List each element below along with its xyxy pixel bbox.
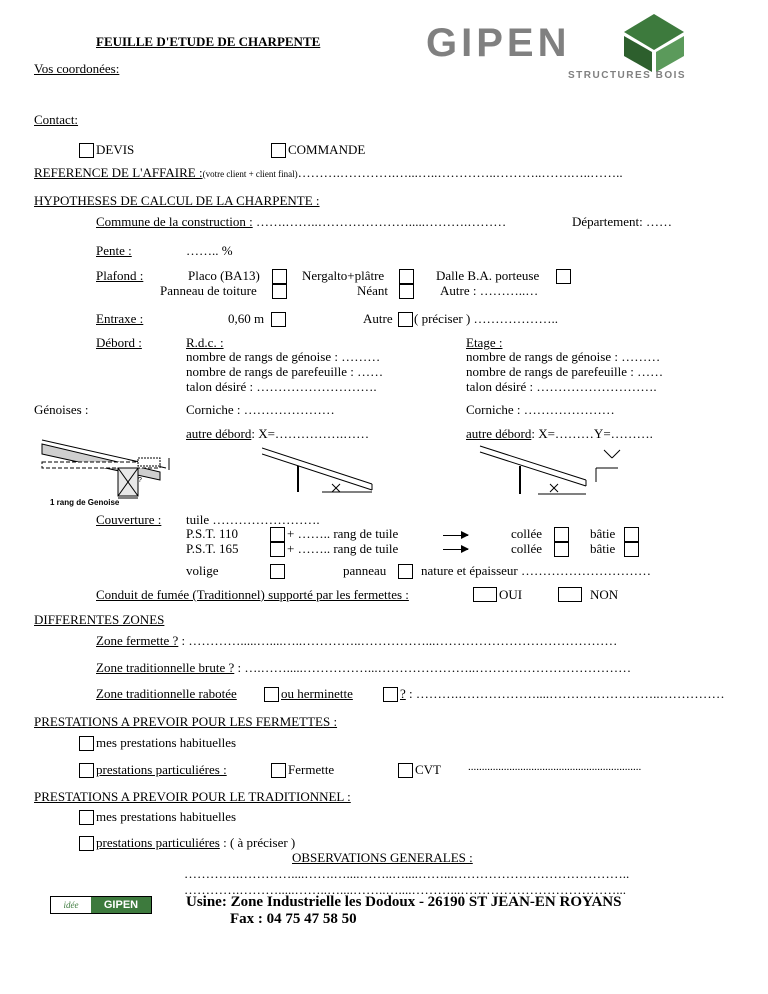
etage-corniche-field[interactable]: Corniche : ………………… xyxy=(466,402,615,417)
zone-rabotee-label: Zone traditionnelle rabotée xyxy=(96,686,237,701)
reference-row xyxy=(34,165,623,181)
rdc-talon-field[interactable]: talon désiré : ………………………. xyxy=(186,379,377,394)
observations-title: OBSERVATIONS GENERALES : xyxy=(292,850,473,865)
fax-number: Fax : 04 75 47 58 50 xyxy=(230,911,357,927)
plafond-autre-field[interactable]: Autre : ………..… xyxy=(440,283,539,298)
entraxe-060-label: 0,60 m xyxy=(228,311,265,326)
commune-field[interactable]: …….……..………………….....……….……… xyxy=(255,214,507,229)
logo-wordmark: GIPEN xyxy=(426,21,571,65)
etage-title: Etage : xyxy=(466,335,503,350)
fermettes-particulieres-label: prestations particuliéres : xyxy=(96,762,227,777)
entraxe-autre-label: Autre xyxy=(363,311,393,326)
panneau-toiture-label: Panneau de toiture xyxy=(160,283,257,298)
arrow-right-icon xyxy=(443,535,468,536)
neant-label: Néant xyxy=(357,283,389,298)
genoises-label: Génoises : xyxy=(34,402,89,417)
gipen-logo xyxy=(422,8,698,86)
reference-label: REFERENCE DE L'AFFAIRE : xyxy=(34,165,203,180)
trad-habituelles-label: mes prestations habituelles xyxy=(96,809,237,824)
zone-fermette-field[interactable]: : ………….....…....…..…………..……………...…………………………………… xyxy=(181,633,618,648)
plafond-label: Plafond : xyxy=(96,268,144,283)
batie-label-1: bâtie xyxy=(590,526,616,541)
nature-epaisseur-field[interactable]: nature et épaisseur ………………………… xyxy=(421,563,651,578)
gipen-logo-graphic xyxy=(422,8,698,86)
trad-particulieres-row xyxy=(96,835,295,851)
commande-checkbox[interactable] xyxy=(271,143,286,158)
logo-subtitle: STRUCTURES BOIS xyxy=(568,70,687,81)
pst165-checkbox[interactable] xyxy=(270,542,285,557)
departement-field[interactable]: Département: …… xyxy=(572,214,672,229)
prestations-trad-title: PRESTATIONS A PREVOIR POUR LE TRADITIONNEL : xyxy=(34,789,351,804)
fermette-label: Fermette xyxy=(288,762,335,777)
panneau-toiture-checkbox[interactable] xyxy=(272,284,287,299)
zone-fermette-row xyxy=(96,633,617,649)
debord-label: Débord : xyxy=(96,335,142,350)
trad-habituelles-checkbox[interactable] xyxy=(79,810,94,825)
footer-logo-badge xyxy=(50,896,152,914)
rdc-corniche-field[interactable]: Corniche : ………………… xyxy=(186,402,335,417)
pst110-checkbox[interactable] xyxy=(270,527,285,542)
volige-checkbox[interactable] xyxy=(270,564,285,579)
collee-label-2: collée xyxy=(511,541,543,556)
genoise-diagram xyxy=(40,434,180,512)
conduit-oui-label: OUI xyxy=(499,587,523,602)
zone-rabotee-field[interactable]: : ……….………………....……………………..…………… xyxy=(409,686,725,701)
commande-label: COMMANDE xyxy=(288,142,366,157)
panneau-checkbox[interactable] xyxy=(398,564,413,579)
hypotheses-title: HYPOTHESES DE CALCUL DE LA CHARPENTE : xyxy=(34,193,320,208)
dalle-label: Dalle B.A. porteuse xyxy=(436,268,540,283)
batie-checkbox-1[interactable] xyxy=(624,527,639,542)
etage-autre-debord-label: autre débord xyxy=(466,426,532,441)
pst165-rang-field[interactable]: + …….. rang de tuile xyxy=(287,541,399,556)
fermettes-particulieres-checkbox[interactable] xyxy=(79,763,94,778)
zone-brute-row xyxy=(96,660,631,676)
nergalto-checkbox[interactable] xyxy=(399,269,414,284)
panneau-label: panneau xyxy=(343,563,387,578)
observations-line-1[interactable]: ………….…………....…….…....……..…....……...………………………………….. xyxy=(184,866,630,881)
zones-title: DIFFERENTES ZONES xyxy=(34,612,165,627)
entraxe-060-checkbox[interactable] xyxy=(271,312,286,327)
rdc-title: R.d.c. : xyxy=(186,335,224,350)
etage-debord-diagram xyxy=(478,444,638,500)
pente-label: Pente : xyxy=(96,243,132,258)
entraxe-autre-checkbox[interactable] xyxy=(398,312,413,327)
conduit-non-checkbox[interactable] xyxy=(558,587,582,602)
placo-label: Placo (BA13) xyxy=(188,268,260,283)
fermettes-habituelles-checkbox[interactable] xyxy=(79,736,94,751)
etage-genoise-field[interactable]: nombre de rangs de génoise : ……… xyxy=(466,349,661,364)
etage-talon-field[interactable]: talon désiré : ………………………. xyxy=(466,379,657,394)
reference-sub: (votre client + client final) xyxy=(202,169,298,179)
commune-label: Commune de la construction : xyxy=(96,214,253,229)
collee-checkbox-1[interactable] xyxy=(554,527,569,542)
zone-rabotee-checkbox[interactable] xyxy=(264,687,279,702)
batie-label-2: bâtie xyxy=(590,541,616,556)
devis-checkbox[interactable] xyxy=(79,143,94,158)
tuile-field[interactable]: tuile ……………………. xyxy=(186,512,320,527)
entraxe-preciser-field[interactable]: ( préciser ) ……………….. xyxy=(414,311,559,326)
reference-dots[interactable]: ……….………….…...…..…………..………..…….…..…….. xyxy=(297,165,623,180)
etage-parefeuille-field[interactable]: nombre de rangs de parefeuille : …… xyxy=(466,364,664,379)
herminette-label: ou herminette xyxy=(281,686,353,701)
zone-brute-label: Zone traditionnelle brute ? xyxy=(96,660,235,675)
footer-badge-left: idée xyxy=(51,897,91,913)
etage-autre-debord-row xyxy=(466,426,653,442)
cvt-checkbox[interactable] xyxy=(398,763,413,778)
rdc-autre-debord-field[interactable]: : X=…………….…… xyxy=(251,426,370,441)
devis-label: DEVIS xyxy=(96,142,135,157)
collee-label-1: collée xyxy=(511,526,543,541)
zone-brute-field[interactable]: : ….…….....……………...…………………..……………………………… xyxy=(237,660,632,675)
placo-checkbox[interactable] xyxy=(272,269,287,284)
zone-rabotee-question: ? xyxy=(400,686,406,701)
zone-rabotee-detail xyxy=(400,686,725,702)
conduit-oui-checkbox[interactable] xyxy=(473,587,497,602)
zone-fermette-label: Zone fermette ? xyxy=(96,633,179,648)
conduit-non-label: NON xyxy=(590,587,619,602)
pst165-label: P.S.T. 165 xyxy=(186,541,239,556)
arrow-right-icon xyxy=(443,549,468,550)
dalle-checkbox[interactable] xyxy=(556,269,571,284)
contact-label: Contact: xyxy=(34,112,79,127)
rdc-debord-diagram xyxy=(262,446,380,502)
form-title: FEUILLE D'ETUDE DE CHARPENTE xyxy=(96,34,321,49)
trad-particulieres-label: prestations particuliéres xyxy=(96,835,220,850)
rdc-autre-debord-label: autre débord xyxy=(186,426,252,441)
commune-row xyxy=(96,214,506,230)
prestations-fermettes-title: PRESTATIONS A PREVOIR POUR LES FERMETTES : xyxy=(34,714,338,729)
etage-autre-debord-field[interactable]: : X=………Y=………. xyxy=(531,426,653,441)
batie-checkbox-2[interactable] xyxy=(624,542,639,557)
trad-particulieres-checkbox[interactable] xyxy=(79,836,94,851)
rdc-autre-debord-row xyxy=(186,426,369,442)
volige-label: volige xyxy=(186,563,219,578)
fermettes-particulieres-field[interactable]: ............................................................... xyxy=(468,761,642,773)
genoise-caption: 1 rang de Genoise xyxy=(50,498,120,507)
nergalto-label: Nergalto+plâtre xyxy=(302,268,385,283)
couverture-label: Couverture : xyxy=(96,512,162,527)
observations-line-2[interactable]: ………….……….....……..…....……..…....………...………………………………... xyxy=(184,882,626,897)
neant-checkbox[interactable] xyxy=(399,284,414,299)
pst110-rang-field[interactable]: + …….. rang de tuile xyxy=(287,526,399,541)
footer-badge-right: GIPEN xyxy=(91,897,151,913)
trad-preciser-label: : ( à préciser ) xyxy=(223,835,296,850)
pente-field[interactable]: …….. % xyxy=(186,243,233,258)
svg-text:?: ? xyxy=(138,477,142,484)
collee-checkbox-2[interactable] xyxy=(554,542,569,557)
fermettes-habituelles-label: mes prestations habituelles xyxy=(96,735,237,750)
cvt-label: CVT xyxy=(415,762,441,777)
herminette-checkbox[interactable] xyxy=(383,687,398,702)
rdc-parefeuille-field[interactable]: nombre de rangs de parefeuille : …… xyxy=(186,364,384,379)
usine-address: Usine: Zone Industrielle les Dodoux - 26190 ST JEAN-EN ROYANS xyxy=(186,894,622,910)
entraxe-label: Entraxe : xyxy=(96,311,144,326)
rdc-genoise-field[interactable]: nombre de rangs de génoise : ……… xyxy=(186,349,381,364)
pst110-label: P.S.T. 110 xyxy=(186,526,239,541)
fermette-checkbox[interactable] xyxy=(271,763,286,778)
coords-label: Vos coordonées: xyxy=(34,61,120,76)
conduit-label: Conduit de fumée (Traditionnel) supporté par les fermettes : xyxy=(96,587,409,602)
